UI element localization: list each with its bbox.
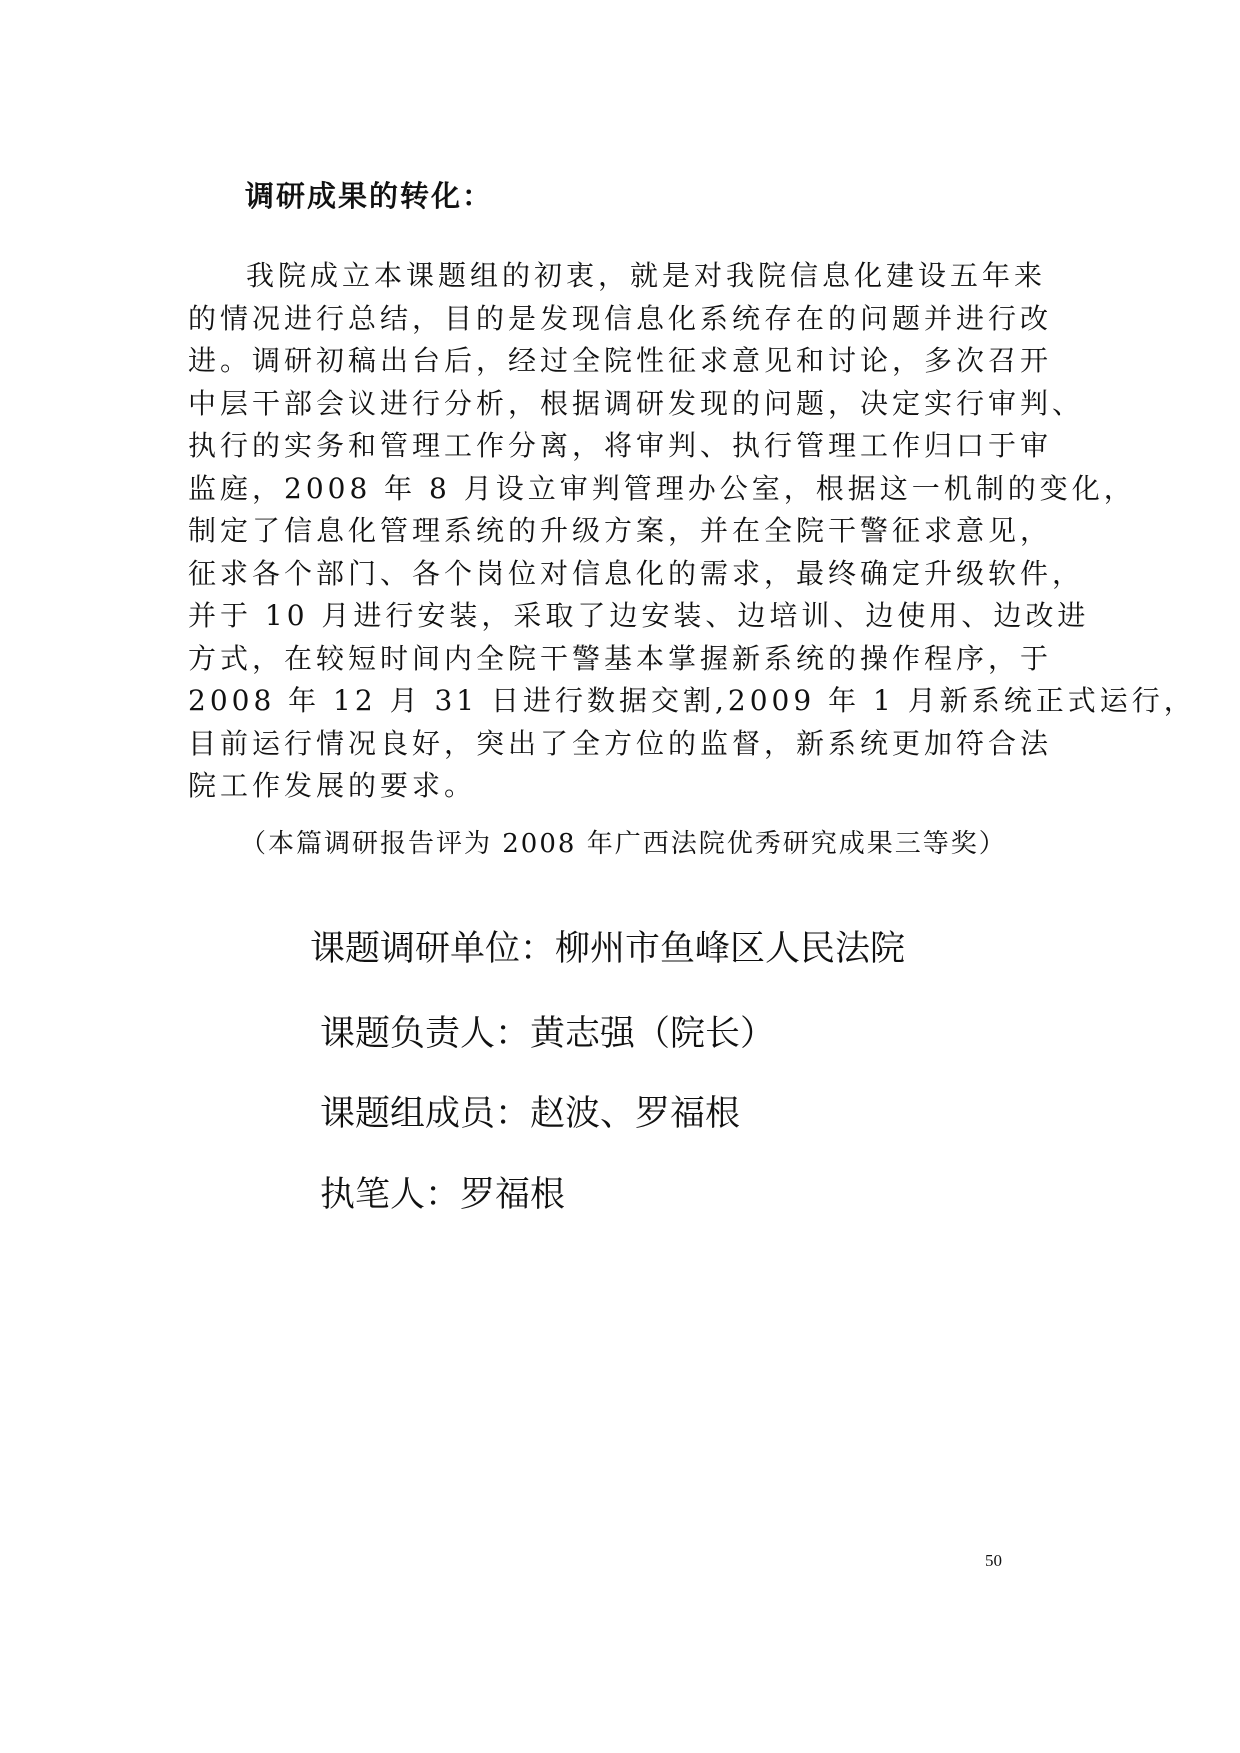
paragraph-line: 目前运行情况良好，突出了全方位的监督，新系统更加符合法 xyxy=(188,727,1053,760)
paragraph-line: 院工作发展的要求。 xyxy=(188,769,477,802)
paragraph-line: 监庭，2008 年 8 月设立审判管理办公室，根据这一机制的变化， xyxy=(188,472,1136,505)
paragraph-line: 征求各个部门、各个岗位对信息化的需求，最终确定升级软件， xyxy=(188,557,1085,590)
paragraph-line: 制定了信息化管理系统的升级方案，并在全院干警征求意见， xyxy=(188,514,1053,547)
paragraph-line: 我院成立本课题组的初衷，就是对我院信息化建设五年来 xyxy=(246,259,1047,292)
research-unit-credit: 课题调研单位：柳州市鱼峰区人民法院 xyxy=(310,929,906,969)
writer-credit: 执笔人：罗福根 xyxy=(320,1175,566,1215)
team-members-credit: 课题组成员：赵波、罗福根 xyxy=(320,1094,741,1134)
project-leader-credit: 课题负责人：黄志强（院长） xyxy=(320,1014,776,1054)
paragraph-line: 并于 10 月进行安装，采取了边安装、边培训、边使用、边改进 xyxy=(188,599,1090,632)
paragraph-line: 进。调研初稿出台后，经过全院性征求意见和讨论，多次召开 xyxy=(188,344,1053,377)
paragraph-line: 中层干部会议进行分析，根据调研发现的问题，决定实行审判、 xyxy=(188,387,1085,420)
section-heading: 调研成果的转化： xyxy=(245,179,494,213)
paragraph-line: 执行的实务和管理工作分离，将审判、执行管理工作归口于审 xyxy=(188,429,1053,462)
paragraph-line: 的情况进行总结，目的是发现信息化系统存在的问题并进行改 xyxy=(188,302,1053,335)
paragraph-line: 方式，在较短时间内全院干警基本掌握新系统的操作程序，于 xyxy=(188,642,1053,675)
award-note: （本篇调研报告评为 2008 年广西法院优秀研究成果三等奖） xyxy=(240,829,1007,859)
page-number: 50 xyxy=(985,1551,1002,1570)
paragraph-line: 2008 年 12 月 31 日进行数据交割,2009 年 1 月新系统正式运行， xyxy=(188,684,1196,717)
